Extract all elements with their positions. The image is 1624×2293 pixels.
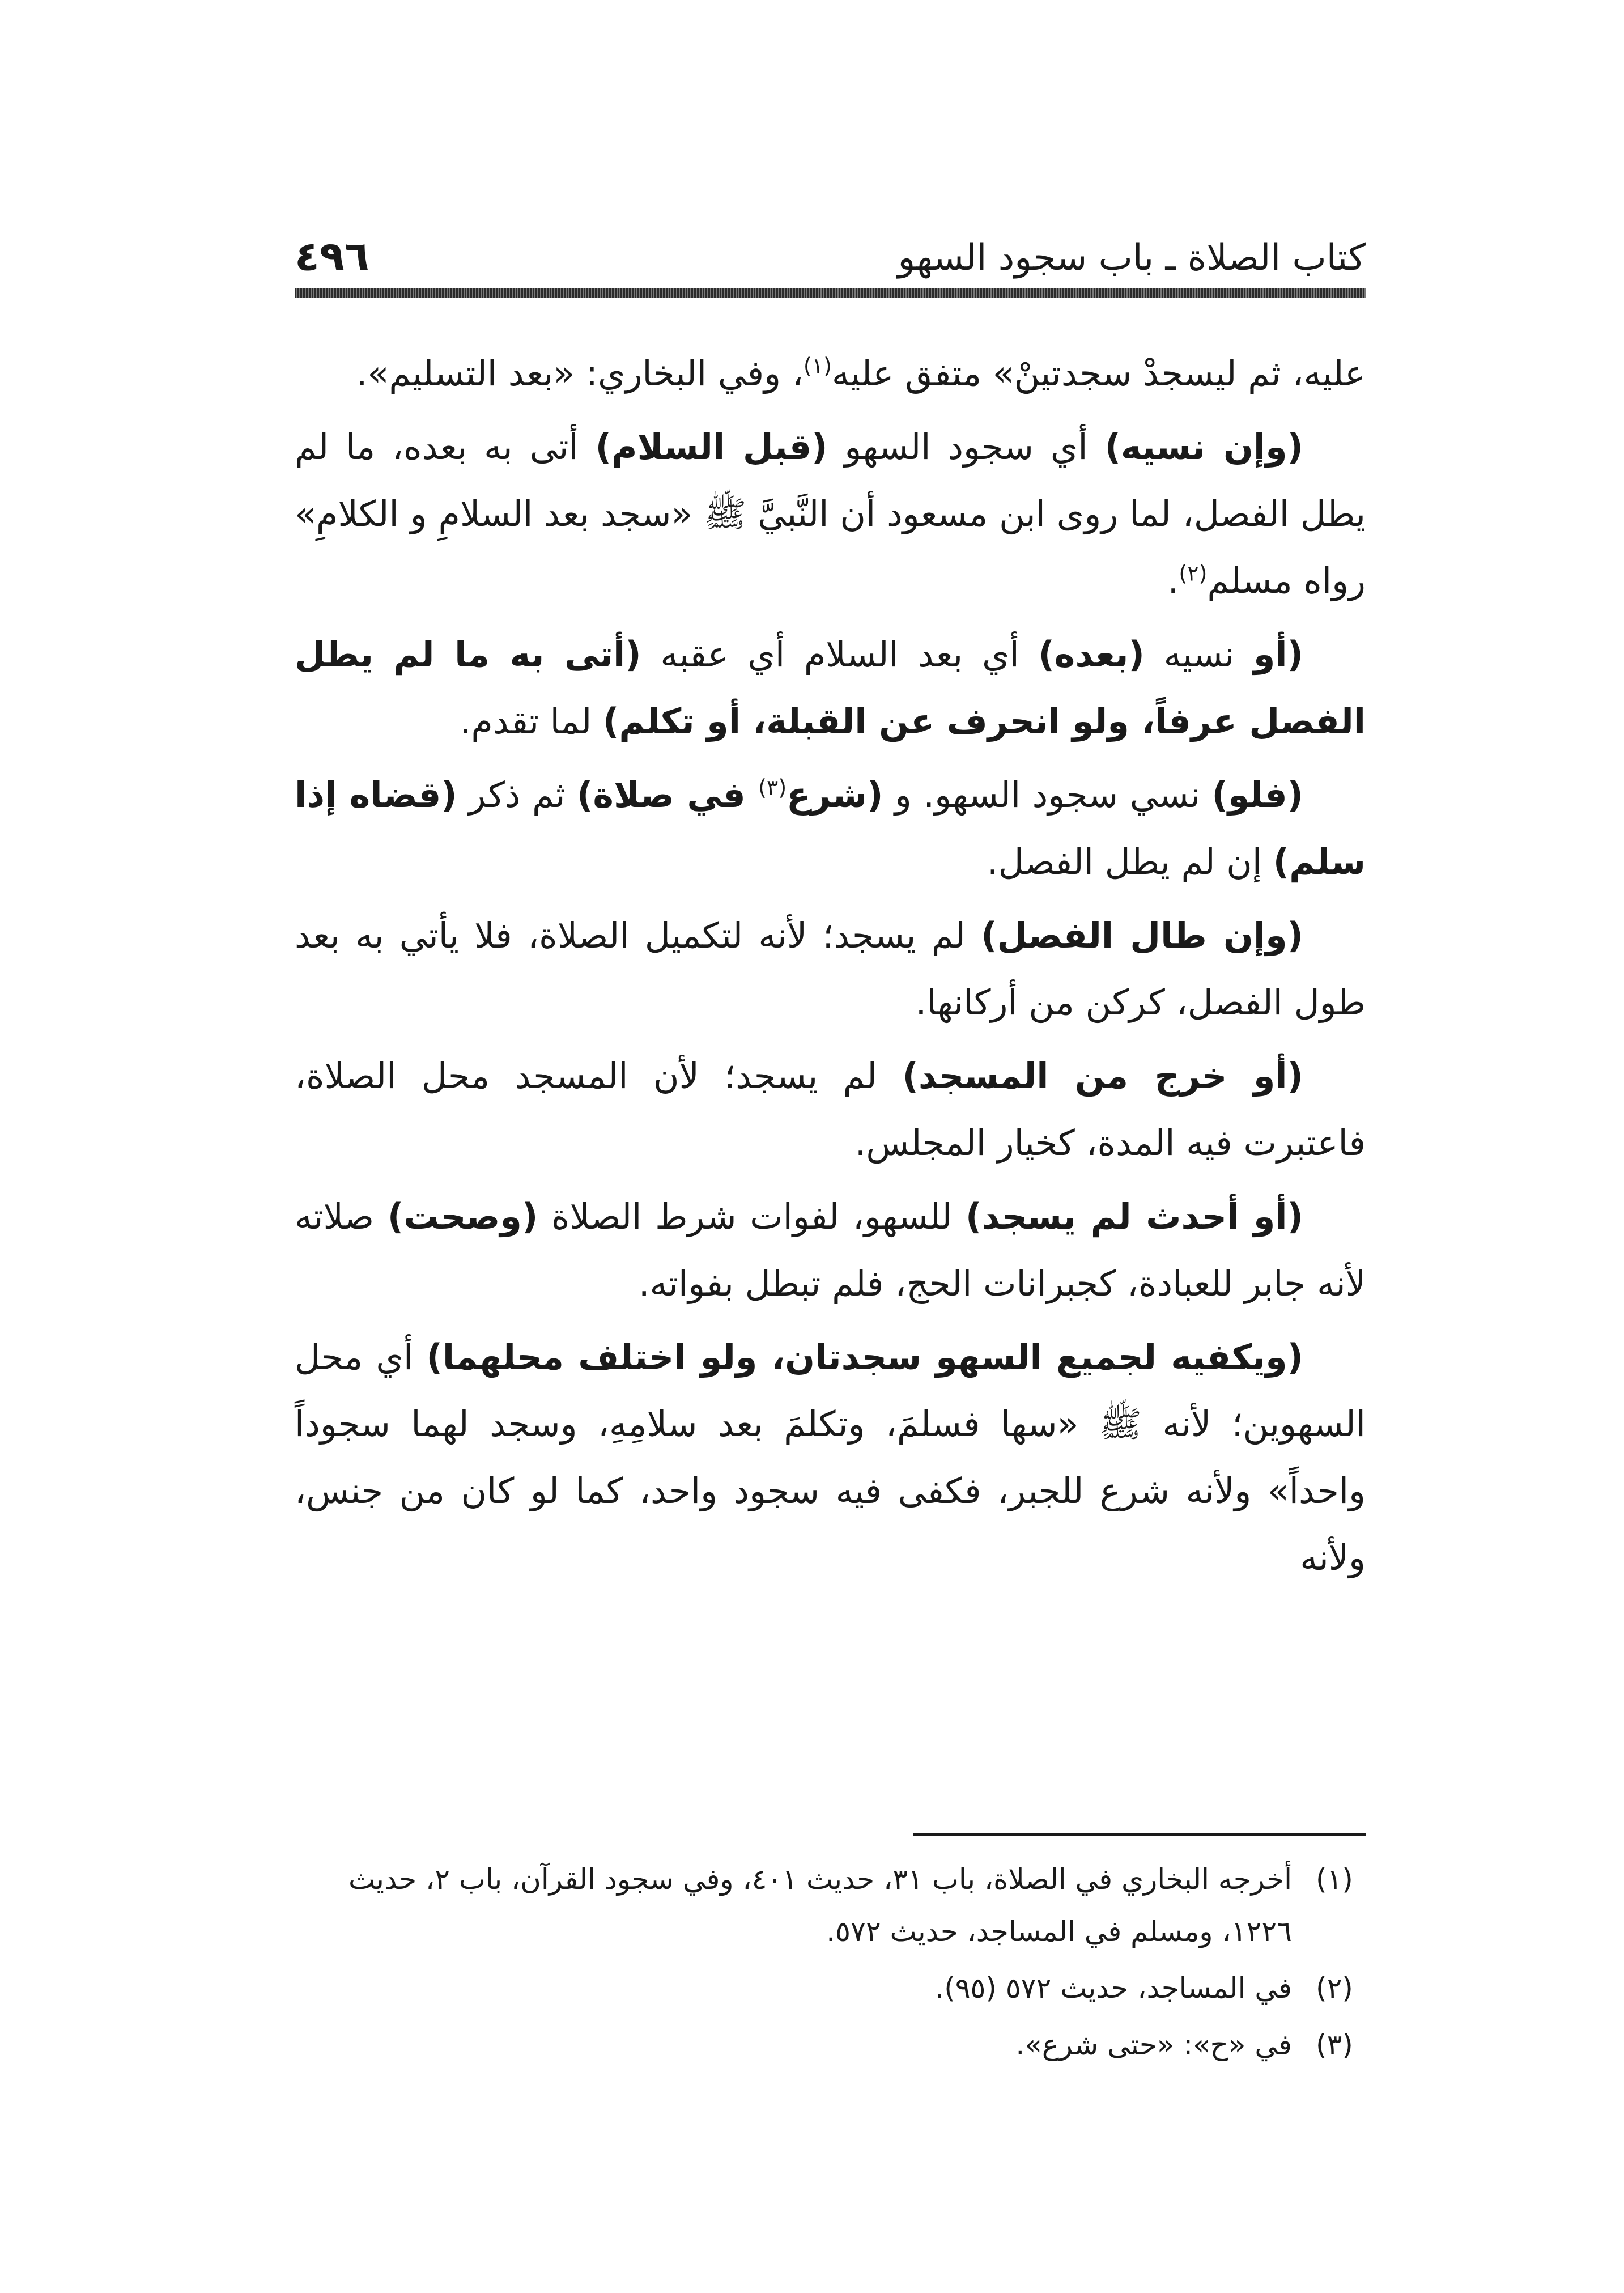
- text-run: لم يسجد؛ لأنه لتكميل الصلاة، فلا يأتي به بعد طول الفصل، كركن من أركانها.: [295, 915, 1366, 1023]
- footnote-3: [295, 2019, 1366, 2071]
- text-run: لم يسجد؛ لأن المسجد محل الصلاة، فاعتبرت فيه المدة، كخيار المجلس.: [295, 1055, 1366, 1164]
- paragraph-4: [295, 762, 1366, 895]
- matn-text: (قضاه إذا سلم): [295, 774, 1366, 882]
- footnote-1: [295, 1853, 1366, 1957]
- matn-text: (قبل السلام): [595, 426, 828, 468]
- text-run: إن لم يطل الفصل.: [987, 841, 1273, 882]
- page-number: ٤٩٦: [295, 232, 369, 280]
- matn-text: (شرع: [787, 774, 883, 816]
- footnote-text: في «ح»: «حتى شرع».: [1015, 2028, 1292, 2061]
- footnote-text: أخرجه البخاري في الصلاة، باب ٣١، حديث ٤٠١، وفي سجود القرآن، باب ٢، حديث ١٢٢٦، ومسلم في المساجد، حديث ٥٧٢.: [348, 1863, 1292, 1948]
- matn-text: (أو خرج من المسجد): [902, 1055, 1303, 1097]
- paragraph-2: [295, 414, 1366, 614]
- paragraph-6: [295, 1043, 1366, 1177]
- text-run: ثم ذكر: [457, 774, 577, 816]
- footnote-text: في المساجد، حديث ٥٧٢ (٩٥).: [935, 1972, 1292, 2005]
- text-run: صلاته لأنه جابر للعبادة، كجبرانات الحج، فلم تبطل بفواته.: [295, 1196, 1366, 1304]
- text-run: نسي سجود السهو. و: [883, 774, 1212, 816]
- text-run: أتى به بعده، ما لم يطل الفصل، لما روى ابن مسعود أن النَّبيَّ ﷺ «سجد بعد السلامِ و الكلامِ» رواه مسلم: [295, 426, 1366, 601]
- footnote-ref-1: (١): [803, 353, 832, 379]
- matn-text: (ويكفيه لجميع السهو سجدتان، ولو اختلف محلهما): [426, 1336, 1303, 1378]
- matn-text: (بعده): [1038, 634, 1145, 675]
- footnote-2: [295, 1962, 1366, 2014]
- footnote-number: (١): [1316, 1863, 1353, 1896]
- footnote-number: (٣): [1316, 2028, 1353, 2061]
- footnote-ref-2: (٢): [1179, 560, 1208, 586]
- text-run: أي بعد السلام أي عقبه: [641, 634, 1039, 675]
- matn-text: في صلاة): [577, 774, 759, 816]
- paragraph-3: [295, 621, 1366, 755]
- paragraph-5: [295, 902, 1366, 1036]
- footnote-divider: [913, 1833, 1366, 1836]
- text-run: أي سجود السهو: [827, 426, 1105, 468]
- paragraph-7: [295, 1183, 1366, 1317]
- page-header: [295, 224, 1366, 286]
- footnote-ref-3: (٣): [758, 775, 787, 800]
- matn-text: (أو: [1253, 634, 1303, 675]
- footnotes: [295, 1853, 1366, 2075]
- footnote-number: (٢): [1316, 1972, 1353, 2005]
- text-run: ، وفي البخاري: «بعد التسليم».: [356, 353, 804, 394]
- header-divider: [295, 288, 1366, 298]
- paragraph-8: [295, 1324, 1366, 1591]
- text-run: لما تقدم.: [460, 700, 603, 742]
- text-run: للسهو، لفوات شرط الصلاة: [538, 1196, 966, 1237]
- matn-text: (أتى به ما لم يطل الفصل عرفاً، ولو انحرف عن القبلة، أو تكلم): [295, 634, 1366, 742]
- matn-text: (أو أحدث لم يسجد): [965, 1196, 1304, 1237]
- matn-text: (وإن طال الفصل): [981, 915, 1303, 956]
- text-run: عليه، ثم ليسجدْ سجدتينْ» متفق عليه: [831, 353, 1366, 394]
- text-run: أي محل السهوين؛ لأنه ﷺ «سها فسلمَ، وتكلمَ بعد سلامِهِ، وسجد لهما سجوداً واحداً» ولأنه شرع للجبر، فكفى فيه سجود واحد، كما لو كان من جنس، ولأنه: [295, 1336, 1366, 1578]
- text-run: .: [1167, 560, 1179, 601]
- matn-text: (وصحت): [387, 1196, 538, 1237]
- matn-text: (فلو): [1211, 774, 1303, 816]
- paragraph-1: [295, 340, 1366, 407]
- text-run: نسيه: [1144, 634, 1253, 675]
- main-text: [295, 340, 1366, 1598]
- matn-text: (وإن نسيه): [1104, 426, 1304, 468]
- running-header-title: كتاب الصلاة ـ باب سجود السهو: [898, 237, 1366, 279]
